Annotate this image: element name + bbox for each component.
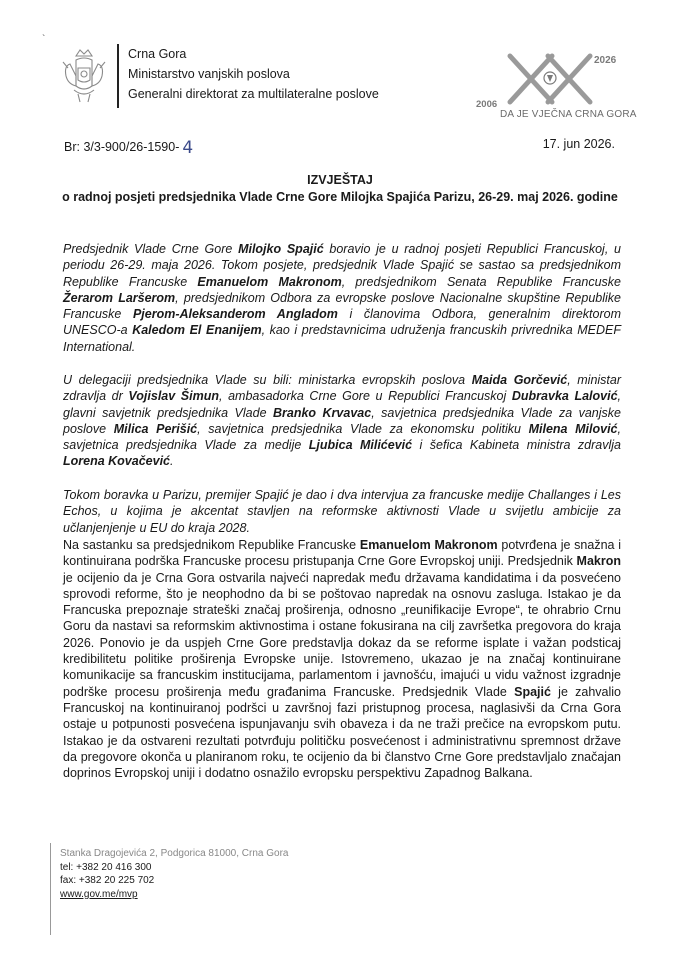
text-run: U delegaciji predsjednika Vlade su bili: ministarka evropskih poslova <box>63 373 472 387</box>
report-subtitle: o radnoj posjeti predsjednika Vlade Crne Gore Milojka Spajića Parizu, 26-29. maj 2026. godine <box>62 190 618 204</box>
anniversary-logo <box>470 44 637 120</box>
bold-name-run: Žerarom Laršerom <box>63 290 176 305</box>
logo-year-top: 2026 <box>594 55 617 66</box>
text-run: , savjetnica predsjednika Vlade za vanjske poslove <box>63 405 621 436</box>
text-run: , glavni savjetnik predsjednika Vlade <box>63 389 622 420</box>
text-run: Na sastanku sa predsjednikom Republike Francuske <box>63 538 360 552</box>
text-run: boravio je u radnoj posjeti Republici Francuskoj, u periodu 26-29. maja 2026. Tokom posjete, predsjednik Vlade Spajić se sastao sa predsjednikom Republike Francuske <box>63 242 621 289</box>
bold-name-run: Dubravka Lalović <box>511 389 618 404</box>
footer-website-link[interactable]: www.gov.me/mvp <box>60 888 138 900</box>
paragraph-macron-meeting <box>63 537 621 781</box>
text-run: potvrđena je snažna i kontinuirana podrška Francuske procesu pristupanja Crne Gore Evropskoj uniji. Predsjednik <box>63 538 621 569</box>
bold-name-run: Lorena Kovačević <box>63 454 170 469</box>
logo-slogan: DA JE VJEČNA CRNA GORA <box>500 109 637 120</box>
scan-mark: ` <box>42 34 46 45</box>
handwritten-suffix: 4 <box>182 138 194 158</box>
bold-name-run: Emanuelom Makronom <box>197 274 342 289</box>
bold-name-run: Milojko Spajić <box>238 242 324 256</box>
bold-name-run: Pjerom-Aleksanderom Angladom <box>132 307 338 322</box>
text-run: , predsjednikom Odbora za evropske poslove Nacionalne skupštine Republike Francuske <box>63 290 621 322</box>
text-run: , savjetnica predsjednika Vlade za ekonomsku politiku <box>197 421 529 436</box>
text-run: Predsjednik Vlade Crne Gore <box>63 242 239 256</box>
bold-name-run: Spajić <box>514 684 551 699</box>
footer-address: Stanka Dragojevića 2, Podgorica 81000, Crna Gora <box>60 848 289 859</box>
text-run: , predsjednikom Senata Republike Francuske <box>341 274 621 289</box>
text-run: je ocijenio da je Crna Gora ostvarila najveći napredak među državama kandidatima i da posvećeno sprovodi reforme, što je neophodno da bi se poštovao napredak na osnovu zasluga. Istakao je da Francuska prepoznaje strateški značaj proširenja, odnosno „reunifikacije Evrope“, te ohrabrio Crnu Goru da nastavi sa reformskim aktivnostima i ostane fokusirana na cilj završetka pregovora do kraja 2026. Ponovio je da uspjeh Crne Gore predstavlja dokaz da se reforme isplate i važan podsticaj kredibilitetu politike proširenja Evropske unije. Istovremeno, ukazao je na značaj kontinuirane komunikacije sa francuskim institucijama, parlamentom i javnošću, imajući u vidu važnost izgradnje podrške procesu proširenja među građanima Francuske. Predsjednik Vlade <box>63 570 621 699</box>
text-run: , ministar zdravlja dr <box>63 373 622 404</box>
text-run: Tokom boravka u Parizu, premijer Spajić je dao i dva intervjua za francuske medije Challanges i Les Echos, u kojima je akcentat stavljen na reformske aktivnosti Vlade u svijetlu ambicije za učlanjenjenje u EU do kraja 2028. <box>63 488 621 535</box>
paragraph-visit-summary <box>63 241 621 355</box>
reference-number <box>64 136 193 156</box>
text-run: . <box>170 454 174 469</box>
bold-name-run: Branko Krvavac <box>273 405 372 420</box>
footer-divider <box>50 843 51 935</box>
paragraph-interviews <box>63 487 621 536</box>
bold-name-run: Vojislav Šimun <box>128 389 219 404</box>
document-date: 17. jun 2026. <box>542 137 615 151</box>
text-run: i članovima Odbora, generalnim direktorom UNESCO-a <box>63 307 621 338</box>
text-run: , ambasadorka Crne Gore u Republici Francuskoj <box>219 389 512 404</box>
text-run: i šefica Kabineta ministra zdravlja <box>412 438 621 453</box>
header-divider <box>117 44 119 108</box>
bold-name-run: Milena Milović <box>528 421 618 436</box>
logo-year-left: 2006 <box>476 99 498 110</box>
report-title <box>60 172 620 206</box>
country-name: Crna Gora <box>128 47 187 61</box>
bold-name-run: Ljubica Milićević <box>308 438 413 453</box>
paragraph-delegation <box>63 372 621 470</box>
reference-number-text: Br: 3/3-900/26-1590- <box>64 140 180 154</box>
bold-name-run: Makron <box>576 554 621 569</box>
footer-contact <box>60 847 288 901</box>
bold-name-run: Maida Gorčević <box>471 373 568 387</box>
text-run: , kao i predstavnicima udruženja francuskih privrednika MEDEF International. <box>63 323 621 354</box>
footer-phone: tel: +382 20 416 300 <box>60 861 152 873</box>
report-heading: IZVJEŠTAJ <box>307 173 373 187</box>
footer-fax: fax: +382 20 225 702 <box>60 875 155 886</box>
text-run: , savjetnica predsjednika Vlade za medije <box>63 421 621 453</box>
bold-name-run: Emanuelom Makronom <box>359 538 498 552</box>
coat-of-arms-icon <box>60 46 108 106</box>
ministry-name: Ministarstvo vanjskih poslova <box>128 67 290 81</box>
directorate-name: Generalni direktorat za multilateralne poslove <box>128 87 379 101</box>
bold-name-run: Milica Perišić <box>113 421 198 436</box>
text-run: je zahvalio Francuskoj na kontinuiranoj podršci u završnoj fazi pristupnog procesa, naglasivši da Crna Gora ostaje u potpunosti posvećena ispunjavanju svih obaveza i da ne traži prečice na evropskom putu. Istakao je da ostvareni rezultati potvrđuju političku posvećenost i administrativnu spremnost države da pregovore okonča u planiranom roku, te ocijenio da bi članstvo Crne Gore predstavljalo značajan doprinos Evropskoj uniji i dodatno osnažilo evropsku perspektivu Zapadnog Balkana. <box>63 684 621 781</box>
bold-name-run: Kaledom El Enanijem <box>132 323 262 338</box>
letterhead <box>128 44 379 104</box>
